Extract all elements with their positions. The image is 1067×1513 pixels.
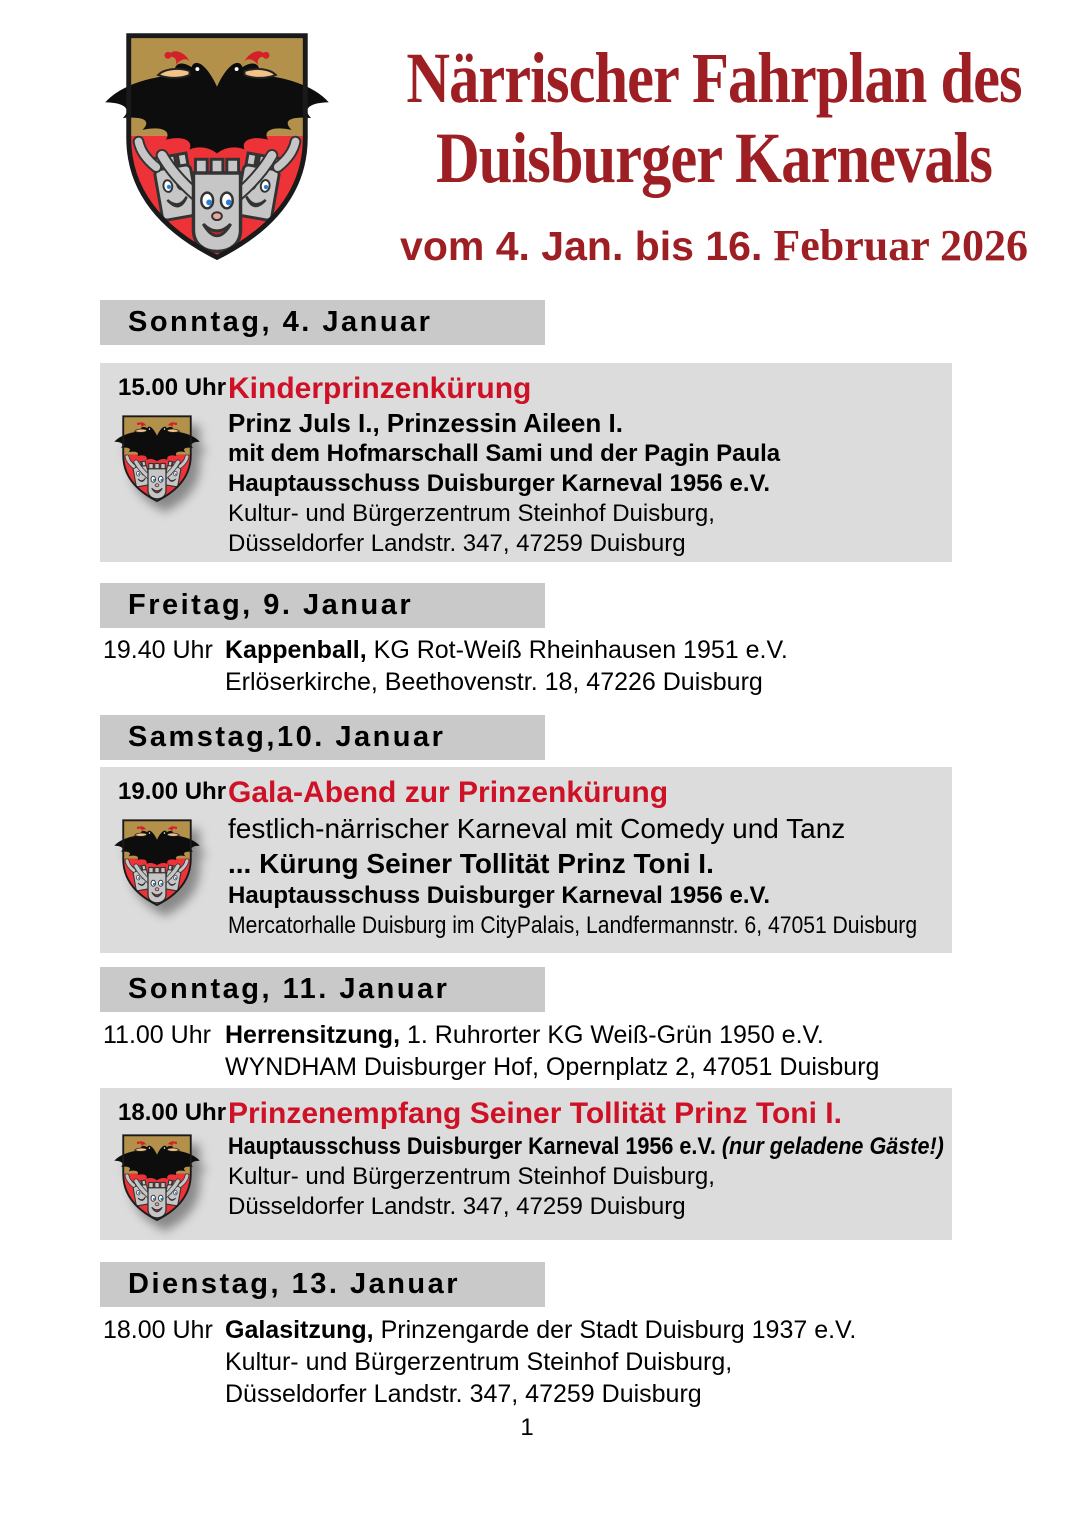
duisburg-carnival-crest-logo (93, 20, 341, 275)
page-title-line1: Närrischer Fahrplan des (406, 38, 1022, 118)
carnival-crest-icon (112, 813, 202, 913)
event-time: 11.00 Uhr (103, 1021, 211, 1049)
event-row-kappenball (100, 634, 1000, 698)
event-text-line: Düsseldorfer Landstr. 347, 47259 Duisburg (228, 530, 686, 557)
event-text-line: WYNDHAM Duisburger Hof, Opernplatz 2, 47051 Duisburg (225, 1053, 880, 1081)
event-card-kinderprinzenkuerung (100, 363, 952, 562)
event-text-line: Prinz Juls I., Prinzessin Aileen I. (228, 408, 623, 438)
date-header-bar (100, 967, 545, 1012)
carnival-crest-icon (112, 1128, 202, 1228)
event-text-line: Erlöserkirche, Beethovenstr. 18, 47226 Duisburg (225, 668, 763, 696)
event-text-line: Düsseldorfer Landstr. 347, 47259 Duisburg (228, 1193, 686, 1220)
event-text-line: Herrensitzung, 1. Ruhrorter KG Weiß-Grün 1950 e.V. (225, 1021, 824, 1049)
event-row-herrensitzung (100, 1019, 1000, 1083)
event-time: 18.00 Uhr (103, 1316, 213, 1344)
event-time: 19.40 Uhr (103, 636, 213, 664)
event-text-line: ... Kürung Seiner Tollität Prinz Toni I. (228, 848, 714, 879)
event-text-line: Hauptausschuss Duisburger Karneval 1956 e.V. (228, 882, 771, 909)
date-label: Dienstag, 13. Januar (128, 1268, 461, 1300)
event-card-gala-abend (100, 767, 952, 953)
date-header-bar (100, 583, 545, 628)
event-row-galasitzung (100, 1314, 1000, 1410)
event-text-line: mit dem Hofmarschall Sami und der Pagin Paula (228, 440, 781, 467)
date-header-bar (100, 1262, 545, 1307)
date-header-bar (100, 300, 545, 345)
event-text-line: Düsseldorfer Landstr. 347, 47259 Duisburg (225, 1380, 702, 1408)
event-title: Prinzenempfang Seiner Tollität Prinz Toni I. (228, 1097, 842, 1130)
date-label: Freitag, 9. Januar (128, 589, 414, 621)
date-label: Sonntag, 11. Januar (128, 973, 450, 1005)
event-text-line: Kultur- und Bürgerzentrum Steinhof Duisburg, (228, 1163, 715, 1190)
event-text-line: Kultur- und Bürgerzentrum Steinhof Duisburg, (225, 1348, 733, 1376)
date-label: Sonntag, 4. Januar (128, 306, 433, 338)
event-text-line: Kultur- und Bürgerzentrum Steinhof Duisburg, (228, 500, 715, 527)
event-text-line: Hauptausschuss Duisburger Karneval 1956 e.V. (nur geladene Gäste!) (228, 1133, 944, 1160)
event-text-line: Kappenball, KG Rot-Weiß Rheinhausen 1951 e.V. (225, 636, 788, 664)
event-title: Kinderprinzenkürung (228, 372, 532, 405)
event-card-prinzenempfang (100, 1088, 952, 1240)
event-time: 15.00 Uhr (118, 374, 227, 401)
event-text-line: Mercatorhalle Duisburg im CityPalais, Landfermannstr. 6, 47051 Duisburg (228, 912, 918, 939)
event-text-line: festlich-närrischer Karneval mit Comedy und Tanz (228, 813, 846, 844)
subtitle-range: vom 4. Jan. bis 16. (400, 223, 763, 269)
carnival-crest-icon (112, 409, 202, 509)
page-number: 1 (520, 1414, 534, 1441)
date-header-bar (100, 715, 545, 760)
date-range-subtitle (368, 220, 1060, 271)
date-label: Samstag,10. Januar (128, 721, 446, 753)
subtitle-month-year: Februar 2026 (762, 221, 1028, 270)
event-text-line: Galasitzung, Prinzengarde der Stadt Duisburg 1937 e.V. (225, 1316, 857, 1344)
page-title-line2: Duisburger Karnevals (436, 118, 992, 198)
event-text-line: Hauptausschuss Duisburger Karneval 1956 e.V. (228, 470, 771, 497)
event-time: 19.00 Uhr (118, 778, 227, 805)
event-title: Gala-Abend zur Prinzenkürung (228, 776, 669, 809)
event-time: 18.00 Uhr (118, 1099, 227, 1126)
